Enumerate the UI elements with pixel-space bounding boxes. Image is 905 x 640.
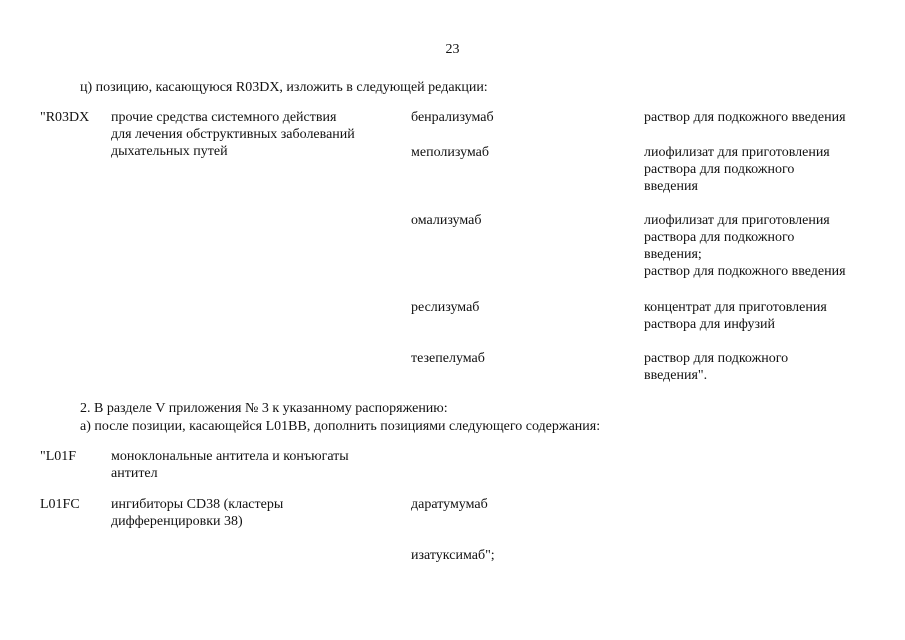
- dosage-form: лиофилизат для приготовления раствора для подкожного введения: [644, 145, 830, 194]
- drug-name: бенрализумаб: [411, 110, 494, 125]
- dosage-form: раствор для подкожного введения".: [644, 351, 789, 383]
- drug-name: изатуксимаб";: [411, 548, 495, 563]
- section-2-heading: 2. В разделе V приложения № 3 к указанному распоряжению:: [80, 401, 448, 416]
- section-2-item-a: а) после позиции, касающейся L01BB, дополнить позициями следующего содержания:: [80, 419, 601, 434]
- atc-description: моноклональные антитела и конъюгаты антител: [111, 449, 349, 481]
- atc-code: "R03DX: [40, 110, 90, 125]
- atc-code: L01FC: [40, 497, 80, 512]
- drug-name: омализумаб: [411, 213, 482, 228]
- intro-paragraph: ц) позицию, касающуюся R03DX, изложить в следующей редакции:: [80, 80, 488, 95]
- drug-name: реслизумаб: [411, 300, 480, 315]
- dosage-form: концентрат для приготовления раствора для инфузий: [644, 300, 827, 332]
- drug-name: меполизумаб: [411, 145, 490, 160]
- atc-description: ингибиторы CD38 (кластеры дифференцировки 38): [111, 497, 284, 529]
- atc-code: "L01F: [40, 449, 77, 464]
- drug-name: даратумумаб: [411, 497, 488, 512]
- dosage-form: лиофилизат для приготовления раствора для подкожного введения; раствор для подкожного введения: [644, 213, 846, 279]
- drug-name: тезепелумаб: [411, 351, 485, 366]
- dosage-form: раствор для подкожного введения: [644, 110, 846, 125]
- atc-description: прочие средства системного действия для лечения обструктивных заболеваний дыхательных путей: [111, 110, 355, 159]
- page-number: 23: [445, 42, 460, 57]
